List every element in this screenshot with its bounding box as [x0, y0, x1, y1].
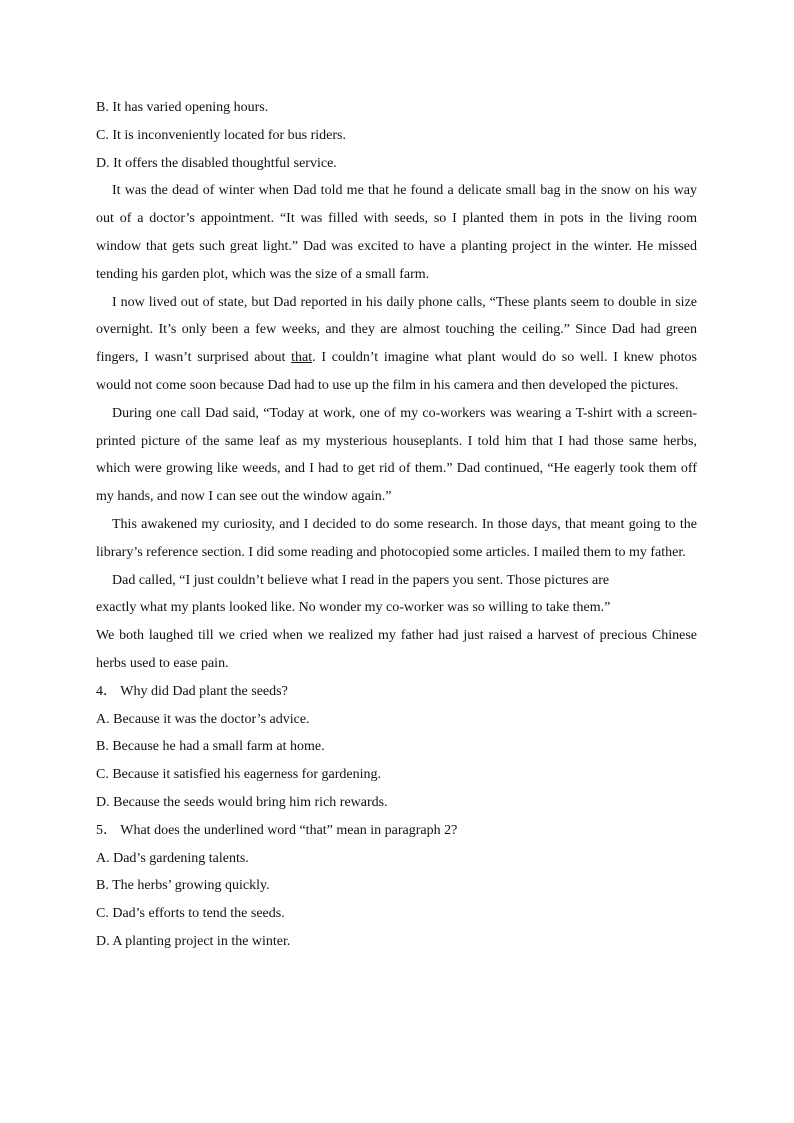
question-4-option-a: A. Because it was the doctor’s advice. — [96, 711, 310, 727]
paragraph-2-text-before: I now lived out of state, but Dad reported in his daily phone calls, “These plants seem to double in size overnight. It’s only been a few weeks, and they are almost touching the ceiling.” Since Dad had green fingers, I wasn’t surprised about — [96, 294, 697, 366]
passage-paragraph-1: It was the dead of winter when Dad told me that he found a delicate small bag in the snow on his way out of a doctor’s appointment. “It was filled with seeds, so I planted them in pots in the living room window that gets such great light.” Dad was excited to have a planting project in the winter. He missed tending his garden plot, which was the size of a small farm. — [96, 183, 697, 282]
passage-paragraph-5-line-2: exactly what my plants looked like. No wonder my co-worker was so willing to take them.” — [96, 600, 611, 616]
passage-paragraph-4: This awakened my curiosity, and I decided to do some research. In those days, that meant going to the library’s reference section. I did some reading and photocopied some articles. I mailed them to my father. — [96, 516, 697, 560]
paragraph-2-text-after: . I couldn’t imagine what plant would do so well. I knew photos would not come soon because Dad had to use up the film in his camera and then developed the pictures. — [96, 350, 697, 393]
question-4-option-d: D. Because the seeds would bring him rich rewards. — [96, 794, 388, 810]
question-4-option-b: B. Because he had a small farm at home. — [96, 739, 325, 755]
exam-page — [96, 94, 697, 956]
question-5-option-b: B. The herbs’ growing quickly. — [96, 878, 270, 894]
question-5-option-a: A. Dad’s gardening talents. — [96, 850, 249, 866]
question-4-option-c: C. Because it satisfied his eagerness for gardening. — [96, 767, 381, 783]
question-5-option-d: D. A planting project in the winter. — [96, 933, 291, 949]
underlined-word-that: that — [291, 350, 313, 366]
prev-option-c: C. It is inconveniently located for bus riders. — [96, 127, 346, 143]
question-5-stem: 5． What does the underlined word “that” mean in paragraph 2? — [96, 822, 458, 838]
passage-paragraph-2 — [96, 289, 697, 400]
prev-option-b: B. It has varied opening hours. — [96, 100, 269, 115]
passage-paragraph-6: We both laughed till we cried when we realized my father had just raised a harvest of precious Chinese herbs used to ease pain. — [96, 628, 697, 671]
question-5-option-c: C. Dad’s efforts to tend the seeds. — [96, 906, 285, 922]
passage-paragraph-3: During one call Dad said, “Today at work, one of my co-workers was wearing a T-shirt with a screen-printed picture of the same leaf as my mysterious houseplants. I told him that I had those same herbs, which were growing like weeds, and I had to get rid of them.” Dad continued, “He eagerly took them off my hands, and now I can see out the window again.” — [96, 405, 697, 505]
question-4-stem: 4． Why did Dad plant the seeds? — [96, 683, 288, 699]
passage-paragraph-5-line-1: Dad called, “I just couldn’t believe what I read in the papers you sent. Those pictures are — [112, 572, 610, 588]
prev-option-d: D. It offers the disabled thoughtful service. — [96, 155, 337, 171]
